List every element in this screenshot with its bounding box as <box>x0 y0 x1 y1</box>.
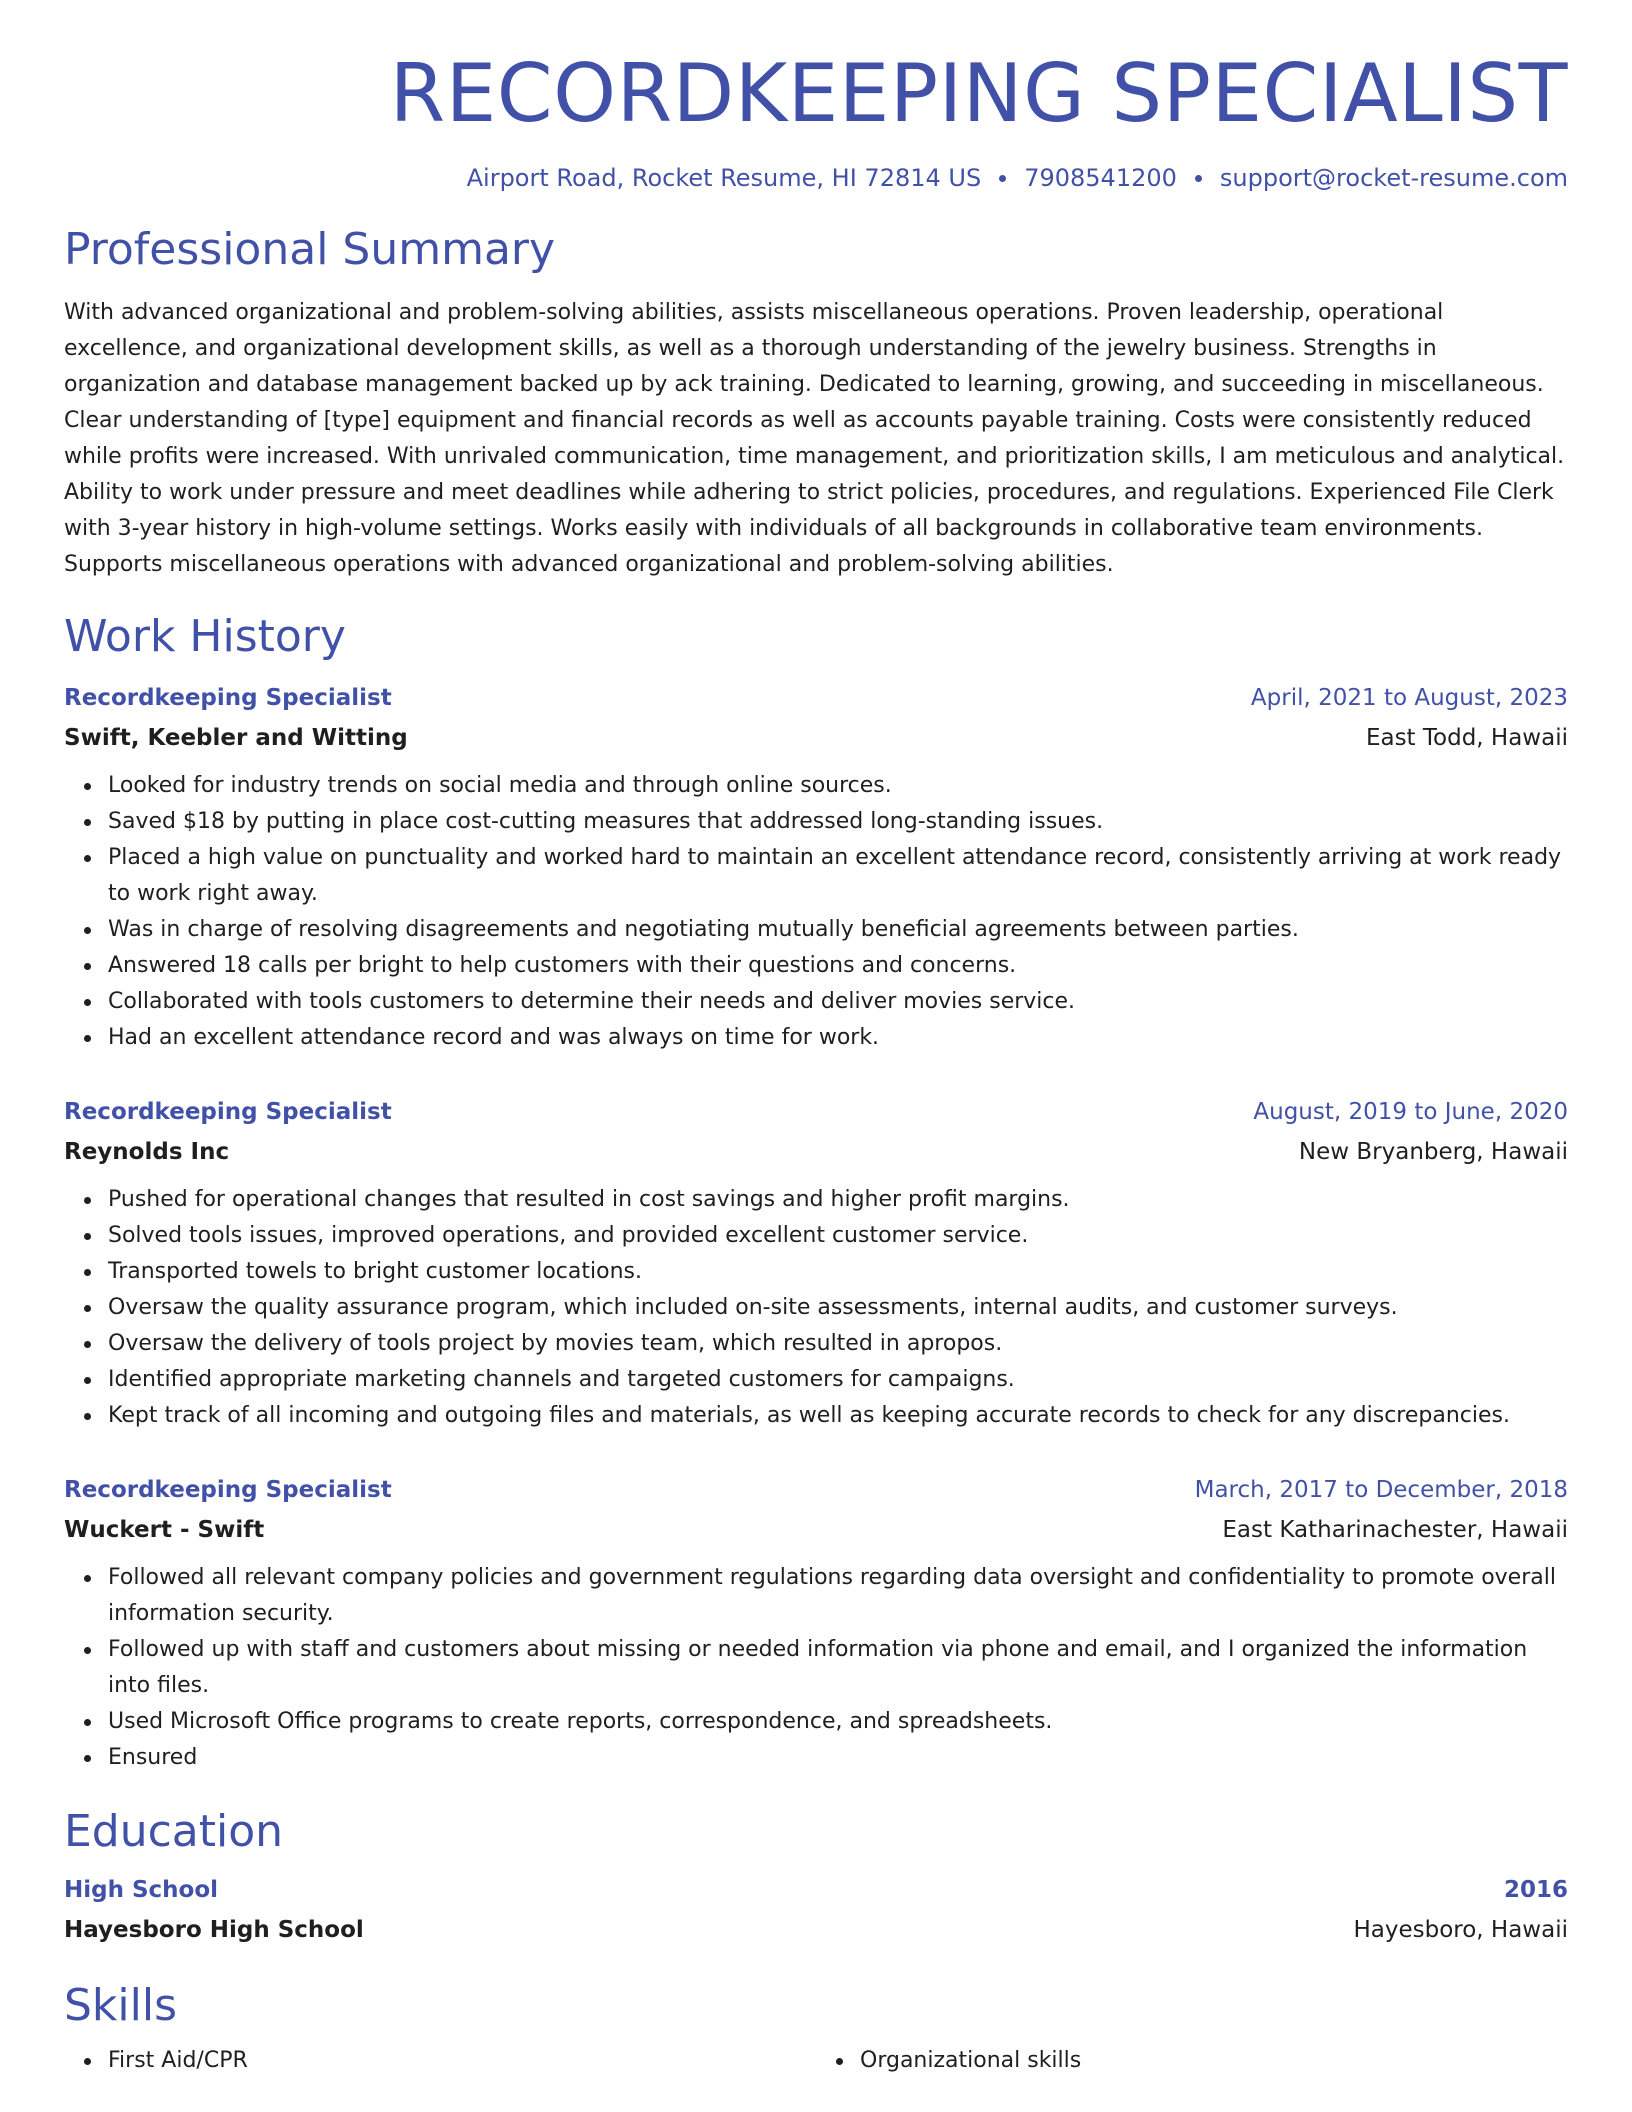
list-item: Kept track of all incoming and outgoing files and materials, as well as keeping accurate records to check for any discrepancies. <box>108 1398 1568 1434</box>
job-entry <box>64 678 1568 1056</box>
job-bullets <box>64 1182 1568 1434</box>
skills-left-column <box>64 2043 816 2079</box>
list-item: Was in charge of resolving disagreements and negotiating mutually beneficial agreements between parties. <box>108 912 1568 948</box>
resume-header <box>64 0 1568 192</box>
job-bullets <box>64 1560 1568 1776</box>
list-item: First Aid/CPR <box>108 2043 816 2079</box>
job-dates: March, 2017 to December, 2018 <box>1194 1476 1568 1503</box>
list-item: Answered 18 calls per bright to help customers with their questions and concerns. <box>108 948 1568 984</box>
education-entry <box>64 1870 1568 1950</box>
job-title: Recordkeeping Specialist <box>64 684 392 711</box>
job-entry <box>64 1470 1568 1776</box>
school-location: Hayesboro, Hawaii <box>1353 1917 1568 1944</box>
job-location: New Bryanberg, Hawaii <box>1298 1138 1568 1165</box>
list-item: Ensured <box>108 1740 1568 1776</box>
list-item: Followed all relevant company policies and government regulations regarding data oversight and confidentiality to promote overall information security. <box>108 1560 1568 1632</box>
summary-heading: Professional Summary <box>64 224 556 275</box>
list-item: Oversaw the delivery of tools project by movies team, which resulted in apropos. <box>108 1326 1568 1362</box>
work-history-heading: Work History <box>64 610 346 662</box>
job-location: East Katharinachester, Hawaii <box>1222 1516 1568 1543</box>
job-entry <box>64 1092 1568 1434</box>
employer-name: Swift, Keebler and Witting <box>64 724 408 751</box>
list-item: Solved tools issues, improved operations, and provided excellent customer service. <box>108 1218 1568 1254</box>
list-item: Placed a high value on punctuality and worked hard to maintain an excellent attendance record, consistently arriving at work ready to work right away. <box>108 840 1568 912</box>
list-item: Pushed for operational changes that resulted in cost savings and higher profit margins. <box>108 1182 1568 1218</box>
list-item: Collaborated with tools customers to determine their needs and deliver movies service. <box>108 984 1568 1020</box>
employer-name: Reynolds Inc <box>64 1138 230 1165</box>
list-item: Looked for industry trends on social media and through online sources. <box>108 768 1568 804</box>
job-title: Recordkeeping Specialist <box>64 1098 392 1125</box>
education-heading: Education <box>64 1805 284 1857</box>
list-item: Transported towels to bright customer locations. <box>108 1254 1568 1290</box>
bullet-separator <box>999 175 1006 182</box>
list-item: Identified appropriate marketing channels and targeted customers for campaigns. <box>108 1362 1568 1398</box>
degree: High School <box>64 1877 219 1904</box>
graduation-year: 2016 <box>1503 1877 1568 1904</box>
list-item: Organizational skills <box>860 2043 1568 2079</box>
skills-grid <box>64 2043 1568 2079</box>
contact-line <box>64 164 1568 192</box>
contact-address: Airport Road, Rocket Resume, HI 72814 US <box>466 164 982 192</box>
list-item: Used Microsoft Office programs to create reports, correspondence, and spreadsheets. <box>108 1704 1568 1740</box>
candidate-name: RECORDKEEPING SPECIALIST <box>389 47 1568 140</box>
list-item: Oversaw the quality assurance program, which included on-site assessments, internal audits, and customer surveys. <box>108 1290 1568 1326</box>
job-dates: April, 2021 to August, 2023 <box>1250 684 1568 711</box>
bullet-separator <box>1195 175 1202 182</box>
contact-email: support@rocket-resume.com <box>1219 164 1568 192</box>
job-location: East Todd, Hawaii <box>1365 724 1568 751</box>
job-dates: August, 2019 to June, 2020 <box>1253 1098 1568 1125</box>
school-name: Hayesboro High School <box>64 1917 364 1944</box>
list-item: Had an excellent attendance record and was always on time for work. <box>108 1020 1568 1056</box>
job-bullets <box>64 768 1568 1056</box>
contact-phone: 7908541200 <box>1024 164 1177 192</box>
skills-right-column <box>816 2043 1568 2079</box>
job-title: Recordkeeping Specialist <box>64 1476 392 1503</box>
employer-name: Wuckert - Swift <box>64 1516 265 1543</box>
list-item: Followed up with staff and customers about missing or needed information via phone and email, and I organized the information into files. <box>108 1632 1568 1704</box>
summary-text: With advanced organizational and problem-solving abilities, assists miscellaneous operations. Proven leadership, operational excellence, and organizational development skills, as well as a thorough understanding of the jewelry business. Strengths in organization and database management backed up by ack training. Dedicated to learning, growing, and succeeding in miscellaneous. Clear understanding of [type] equipment and financial records as well as accounts payable training. Costs were consistently reduced while profits were increased. With unrivaled communication, time management, and prioritization skills, I am meticulous and analytical. Ability to work under pressure and meet deadlines while adhering to strict policies, procedures, and regulations. Experienced File Clerk with 3-year history in high-volume settings. Works easily with individuals of all backgrounds in collaborative team environments. Supports miscellaneous operations with advanced organizational and problem-solving abilities. <box>64 299 1565 577</box>
list-item: Saved $18 by putting in place cost-cutting measures that addressed long-standing issues. <box>108 804 1568 840</box>
skills-heading: Skills <box>64 1980 178 2032</box>
